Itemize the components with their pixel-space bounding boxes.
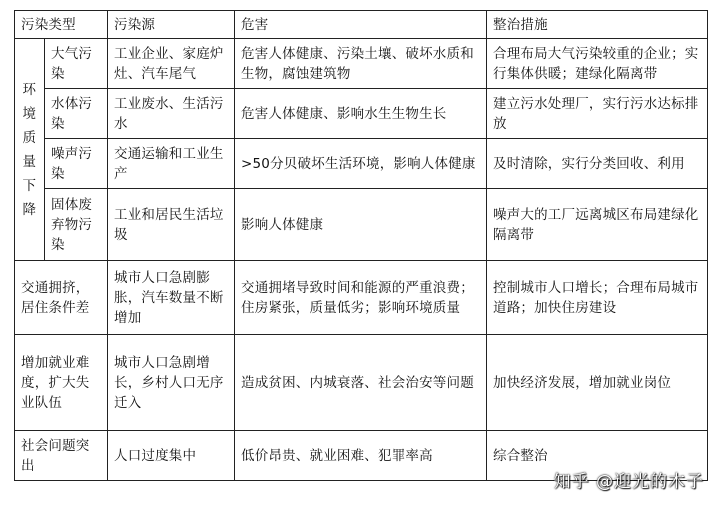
cell-harm: 危害人体健康、污染土壤、破坏水质和生物，腐蚀建筑物 [235, 39, 487, 89]
header-pollution-source: 污染源 [108, 11, 235, 39]
cell-measure: 控制城市人口增长；合理布局城市道路；加快住房建设 [487, 261, 708, 335]
table-row [15, 39, 708, 89]
cell-harm: 低价昂贵、就业困难、犯罪率高 [235, 431, 487, 481]
cell-type: 固体废弃物污染 [45, 189, 108, 261]
cell-measure: 及时清除，实行分类回收、利用 [487, 139, 708, 189]
cell-type: 大气污染 [45, 39, 108, 89]
cell-source: 城市人口急剧膨胀，汽车数量不断增加 [108, 261, 235, 335]
cell-measure: 综合整治 [487, 431, 708, 481]
cell-type: 交通拥挤，居住条件差 [15, 261, 108, 335]
cell-source: 工业废水、生活污水 [108, 89, 235, 139]
header-harm: 危害 [235, 11, 487, 39]
header-measures: 整治措施 [487, 11, 708, 39]
cell-harm: 交通拥堵导致时间和能源的严重浪费；住房紧张，质量低劣；影响环境质量 [235, 261, 487, 335]
cell-harm: 造成贫困、内城衰落、社会治安等问题 [235, 335, 487, 431]
cell-harm: 影响人体健康 [235, 189, 487, 261]
cell-source: 交通运输和工业生产 [108, 139, 235, 189]
cell-measure: 建立污水处理厂，实行污水达标排放 [487, 89, 708, 139]
cell-measure: 噪声大的工厂远离城区布局建绿化隔离带 [487, 189, 708, 261]
cell-harm: >50分贝破坏生活环境，影响人体健康 [235, 139, 487, 189]
cell-measure: 合理布局大气污染较重的企业；实行集体供暖；建绿化隔离带 [487, 39, 708, 89]
cell-source: 人口过度集中 [108, 431, 235, 481]
cell-measure: 加快经济发展，增加就业岗位 [487, 335, 708, 431]
cell-source: 城市人口急剧增长，乡村人口无序迁入 [108, 335, 235, 431]
cell-type: 水体污染 [45, 89, 108, 139]
table-row [15, 189, 708, 261]
cell-type: 噪声污染 [45, 139, 108, 189]
cell-harm: 危害人体健康、影响水生生物生长 [235, 89, 487, 139]
table-row [15, 89, 708, 139]
env-group-label-cell [15, 39, 45, 261]
table-row [15, 261, 708, 335]
table-row [15, 335, 708, 431]
watermark: 知乎 @迎光的木子 [553, 472, 704, 492]
cell-type: 社会问题突出 [15, 431, 108, 481]
table-row [15, 139, 708, 189]
cell-source: 工业和居民生活垃圾 [108, 189, 235, 261]
table-header-row [15, 11, 708, 39]
cell-type: 增加就业难度，扩大失业队伍 [15, 335, 108, 431]
cell-source: 工业企业、家庭炉灶、汽车尾气 [108, 39, 235, 89]
env-group-label: 环境质量下降 [22, 81, 37, 218]
pollution-table [14, 10, 708, 481]
header-pollution-type: 污染类型 [15, 11, 108, 39]
